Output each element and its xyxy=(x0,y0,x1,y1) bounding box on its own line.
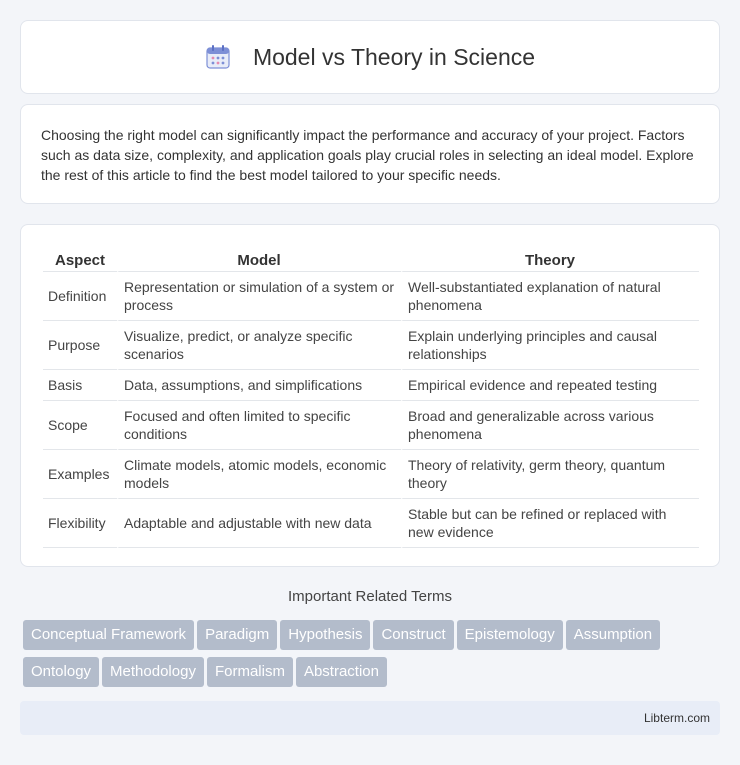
table-row xyxy=(43,320,699,369)
table-row xyxy=(43,498,699,548)
row-theory: Theory of relativity, germ theory, quantum theory xyxy=(401,449,699,498)
related-tag[interactable]: Epistemology xyxy=(457,620,563,650)
related-tag[interactable]: Hypothesis xyxy=(280,620,370,650)
related-tag[interactable]: Construct xyxy=(373,620,453,650)
page-title: Model vs Theory in Science xyxy=(252,43,536,70)
related-tag[interactable]: Ontology xyxy=(23,657,99,687)
footer-site-link[interactable]: Libterm.com xyxy=(643,711,710,725)
row-theory: Broad and generalizable across various phenomena xyxy=(401,400,699,449)
intro-card xyxy=(20,104,720,204)
header-aspect: Aspect xyxy=(54,251,106,269)
related-tag[interactable]: Conceptual Framework xyxy=(23,620,194,650)
row-model: Climate models, atomic models, economic models xyxy=(117,449,401,498)
table-row xyxy=(43,400,699,449)
header-model: Model xyxy=(237,251,281,269)
table-row xyxy=(43,449,699,498)
footer xyxy=(20,701,720,735)
row-model: Visualize, predict, or analyze specific scenarios xyxy=(117,320,401,369)
row-aspect: Definition xyxy=(43,271,117,320)
related-terms-title: Important Related Terms xyxy=(288,588,452,605)
row-model: Representation or simulation of a system or process xyxy=(117,271,401,320)
row-theory: Stable but can be refined or replaced with new evidence xyxy=(401,498,699,548)
table-row xyxy=(43,271,699,320)
row-model: Data, assumptions, and simplifications xyxy=(117,369,401,400)
row-aspect: Flexibility xyxy=(43,498,117,548)
row-aspect: Basis xyxy=(43,369,117,400)
row-aspect: Examples xyxy=(43,449,117,498)
related-terms-list xyxy=(23,620,723,694)
related-tag[interactable]: Formalism xyxy=(207,657,293,687)
intro-text: Choosing the right model can significantly impact the performance and accuracy of your project. Factors such as data size, complexity, and application goals play crucial roles in selecting an ideal model. Explore the rest of this article to find the best model tailored to your specific needs. xyxy=(41,127,694,183)
row-model: Adaptable and adjustable with new data xyxy=(117,498,401,548)
table-header-row xyxy=(43,245,699,271)
related-tag[interactable]: Abstraction xyxy=(296,657,387,687)
related-tag[interactable]: Assumption xyxy=(566,620,660,650)
header-card xyxy=(20,20,720,94)
row-theory: Empirical evidence and repeated testing xyxy=(401,369,699,400)
row-theory: Explain underlying principles and causal relationships xyxy=(401,320,699,369)
row-aspect: Purpose xyxy=(43,320,117,369)
row-aspect: Scope xyxy=(43,400,117,449)
row-theory: Well-substantiated explanation of natural phenomena xyxy=(401,271,699,320)
header xyxy=(205,44,535,71)
calendar-icon xyxy=(205,44,231,70)
row-model: Focused and often limited to specific conditions xyxy=(117,400,401,449)
header-theory: Theory xyxy=(524,251,575,269)
related-tag[interactable]: Methodology xyxy=(102,657,204,687)
table-row xyxy=(43,369,699,400)
comparison-table xyxy=(43,245,699,548)
related-tag[interactable]: Paradigm xyxy=(197,620,277,650)
comparison-table-card xyxy=(20,224,720,567)
